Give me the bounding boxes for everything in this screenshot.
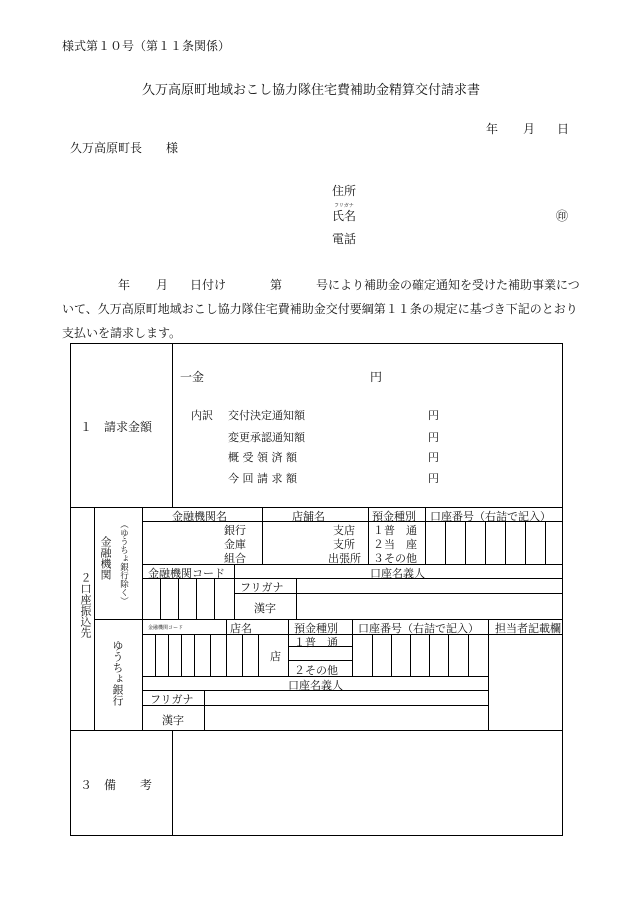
- yucho-deposit-label: 預金種別: [294, 622, 338, 635]
- inst-type-shinkin: 金庫: [224, 538, 246, 551]
- item-yen-1: 円: [428, 409, 439, 422]
- header-branch: 店舗名: [292, 510, 325, 523]
- item-yen-2: 円: [428, 431, 439, 444]
- body-number-prefix: 第: [270, 278, 283, 292]
- yucho-staff-label: 担当者記載欄: [495, 622, 561, 635]
- name-ruby: フリガナ: [334, 203, 354, 209]
- item-received: 概 受 領 済 額: [228, 451, 297, 464]
- section3-label: ３ 備 考: [80, 778, 153, 792]
- body-year: 年: [118, 278, 131, 292]
- bank-code-label: 金融機関コード: [148, 567, 225, 580]
- total-yen: 円: [370, 370, 383, 384]
- addressee: 久万高原町長 様: [70, 141, 179, 155]
- name-label: 氏名: [332, 209, 357, 223]
- yucho-kanji-label: 漢字: [162, 714, 184, 727]
- item-decision: 交付決定通知額: [228, 409, 305, 422]
- yucho-furigana-label: フリガナ: [150, 693, 194, 706]
- section1-label: １ 請求金額: [80, 420, 153, 434]
- section2-label: ２口座振込先: [79, 572, 92, 638]
- kanji-label: 漢字: [254, 602, 276, 615]
- item-yen-4: 円: [428, 472, 439, 485]
- form-number: 様式第１０号（第１１条関係）: [62, 39, 231, 53]
- yucho-deposit-futsu: １普 通: [294, 636, 338, 649]
- yucho-holder-label: 口座名義人: [288, 679, 343, 692]
- body-month: 月: [156, 278, 169, 292]
- furigana-label: フリガナ: [240, 581, 284, 594]
- address-label: 住所: [332, 184, 357, 198]
- deposit-type-toza: ２当 座: [373, 538, 417, 551]
- inst-type-kumiai: 組合: [224, 552, 246, 565]
- seal-icon: ㊞: [556, 209, 569, 223]
- holder-label: 口座名義人: [370, 567, 425, 580]
- date-month: 月: [523, 122, 536, 136]
- header-deposit: 預金種別: [372, 510, 416, 523]
- yucho-account-label: 口座番号（右詰で記入）: [358, 622, 479, 635]
- phone-label: 電話: [332, 232, 357, 246]
- date-year: 年: [486, 122, 499, 136]
- deposit-type-other: ３その他: [373, 552, 417, 565]
- page-title: 久万高原町地域おこし協力隊住宅費補助金精算交付請求書: [142, 83, 481, 98]
- body-line1: 号により補助金の確定通知を受けた補助事業につ: [316, 278, 580, 292]
- item-change: 変更承認通知額: [228, 431, 305, 444]
- inst-type-bank: 銀行: [224, 524, 246, 537]
- body-line2: いて、久万高原町地域おこし協力隊住宅費補助金交付要綱第１１条の規定に基づき下記のとおり: [62, 302, 578, 316]
- date-day: 日: [557, 122, 570, 136]
- branch-type-shiten: 支店: [333, 524, 355, 537]
- branch-type-shisho: 支所: [333, 538, 355, 551]
- header-account: 口座番号（右詰で記入）: [430, 510, 551, 523]
- branch-type-shutchojo: 出張所: [328, 552, 361, 565]
- item-yen-3: 円: [428, 451, 439, 464]
- item-current: 今 回 請 求 額: [228, 472, 297, 485]
- deposit-type-futsu: １普 通: [373, 524, 417, 537]
- bank-group-label: 金融機関: [99, 536, 112, 580]
- breakdown-label: 内訳: [191, 409, 213, 422]
- bank-group-note: （ゆうちょ銀行除く）: [118, 520, 129, 605]
- yucho-code-label: 金融機関コード: [148, 625, 184, 631]
- yucho-label: ゆうちょ銀行: [111, 640, 124, 706]
- yucho-deposit-other: ２その他: [294, 664, 338, 677]
- yucho-branch-label: 店名: [230, 622, 252, 635]
- total-prefix: 一金: [180, 370, 205, 384]
- header-institution: 金融機関名: [172, 510, 227, 523]
- yucho-shop: 店: [270, 650, 281, 663]
- body-line3: 支払いを請求します。: [62, 326, 182, 340]
- body-date-suffix: 日付け: [190, 278, 227, 292]
